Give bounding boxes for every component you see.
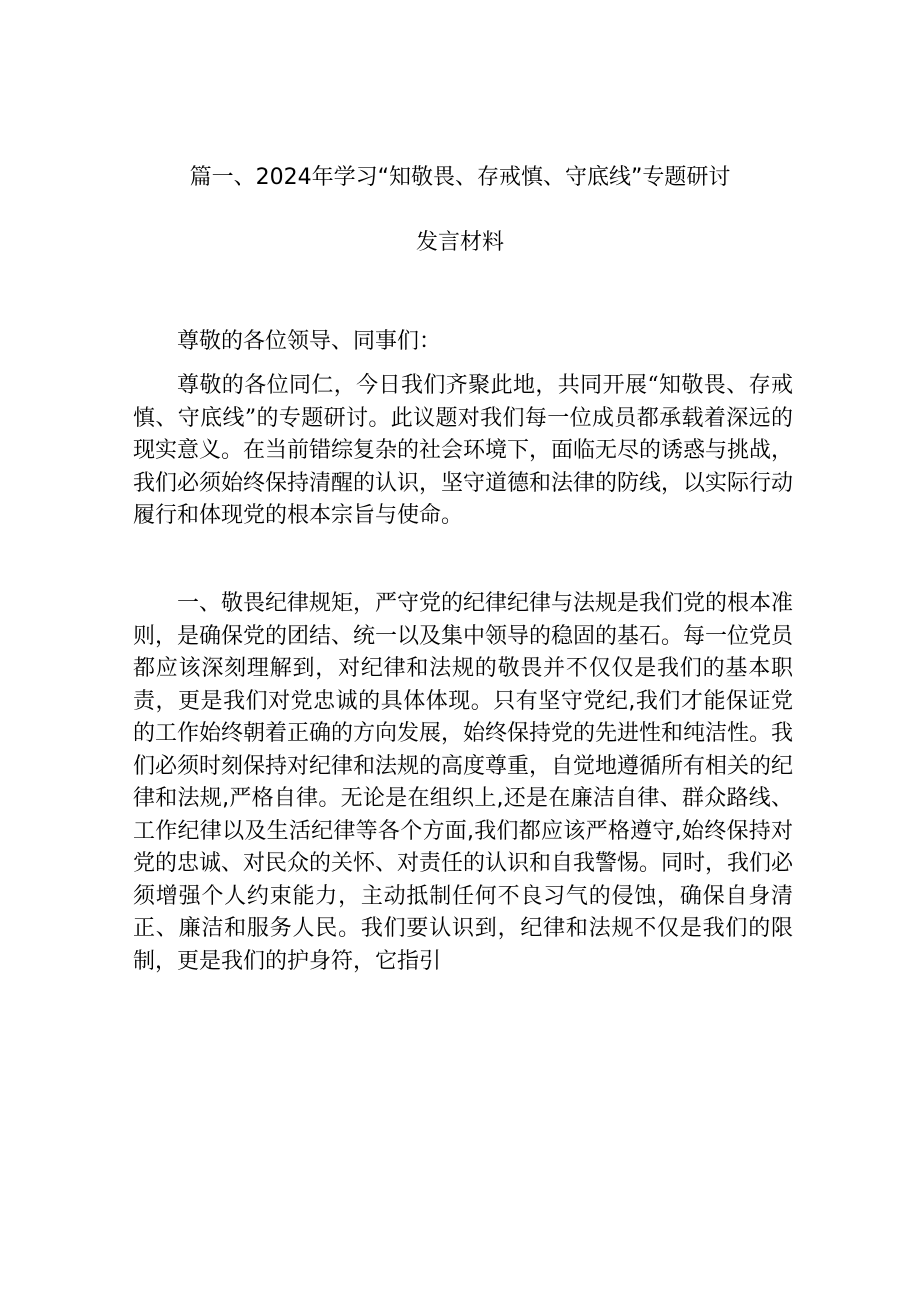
- paragraph-section-one: 一、敬畏纪律规矩，严守党的纪律纪律与法规是我们党的根本准则，是确保党的团结、统一以及集中领导的稳固的基石。每一位党员都应该深刻理解到，对纪律和法规的敬畏并不仅仅是我们的基本职责，更是我们对党忠诚的具体体现。只有坚守党纪,我们才能保证党的工作始终朝着正确的方向发展，始终保持党的先进性和纯洁性。我们必须时刻保持对纪律和法规的高度尊重，自觉地遵循所有相关的纪律和法规,严格自律。无论是在组织上,还是在廉洁自律、群众路线、工作纪律以及生活纪律等各个方面,我们都应该严格遵守,始终保持对党的忠诚、对民众的关怀、对责任的认识和自我警惕。同时，我们必须增强个人约束能力，主动抵制任何不良习气的侵蚀，确保自身清正、廉洁和服务人民。我们要认识到，纪律和法规不仅是我们的限制，更是我们的护身符，它指引: [133, 591, 794, 974]
- document-title-line-1: 篇一、2024年学习“知敬畏、存戒慎、守底线”专题研讨: [189, 165, 731, 190]
- greeting: 尊敬的各位领导、同事们：: [177, 329, 442, 354]
- document-title-line-2: 发言材料: [415, 230, 504, 255]
- paragraph-intro: 尊敬的各位同仁，今日我们齐聚此地，共同开展“知敬畏、存戒慎、守底线”的专题研讨。此议题对我们每一位成员都承载着深远的现实意义。在当前错综复杂的社会环境下，面临无尽的诱惑与挑战，我们必须始终保持清醒的认识，坚守道德和法律的防线，以实际行动履行和体现党的根本宗旨与使命。: [133, 373, 794, 528]
